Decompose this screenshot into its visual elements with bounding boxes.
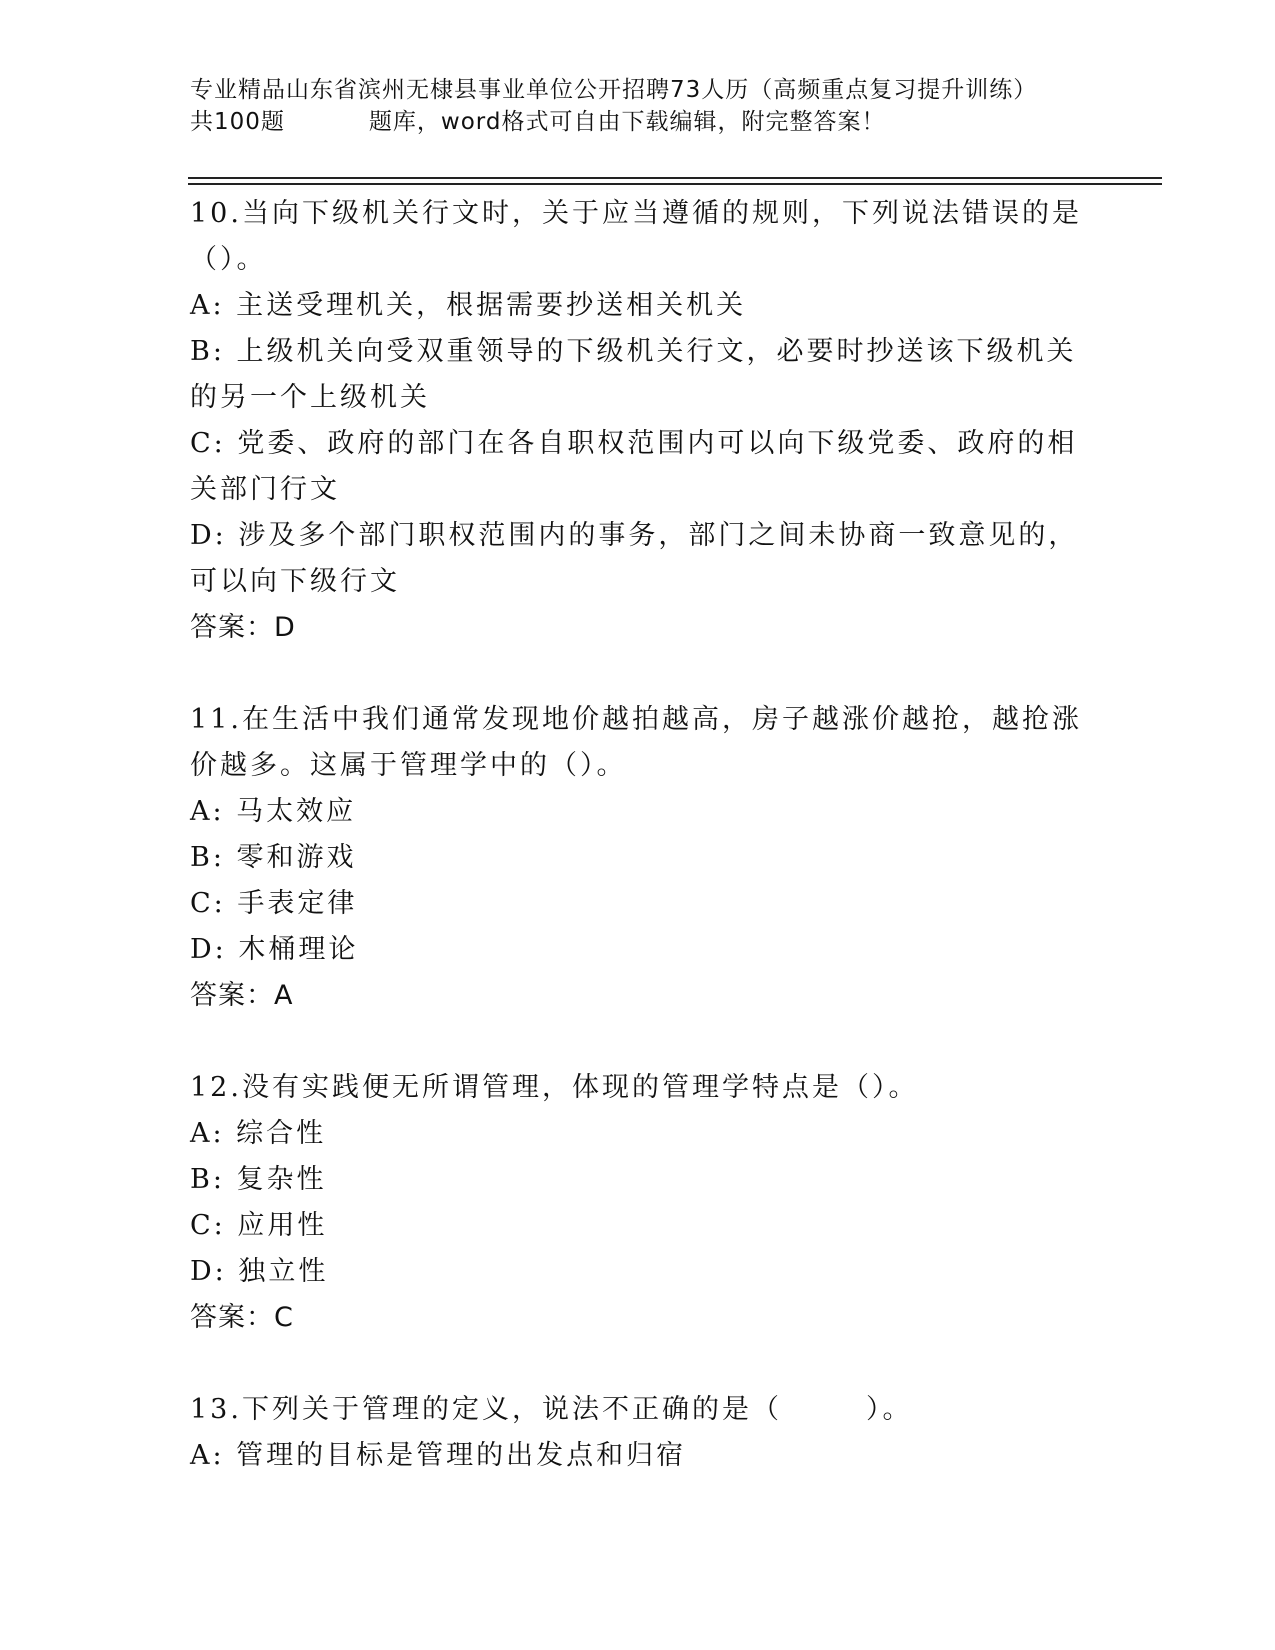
question-stem-start: 13.下列关于管理的定义，说法不正确的是（	[190, 1394, 782, 1425]
answer: 答案：C	[190, 1302, 294, 1333]
option-a: A: 马太效应	[190, 796, 357, 827]
option-c: C: 党委、政府的部门在各自职权范围内可以向下级党委、政府的相关部门行文	[190, 428, 1078, 505]
option-d: D: 独立性	[190, 1256, 329, 1287]
question-13	[190, 1387, 1090, 1479]
header-rule-bottom	[188, 183, 1162, 185]
question-stem-end: ）。	[865, 1394, 913, 1425]
question-12	[190, 1065, 1090, 1341]
option-d: D: 木桶理论	[190, 934, 359, 965]
option-b: B: 复杂性	[190, 1164, 327, 1195]
option-c: C: 应用性	[190, 1210, 328, 1241]
question-stem: 12.没有实践便无所谓管理，体现的管理学特点是（）。	[190, 1072, 919, 1103]
option-b: B: 零和游戏	[190, 842, 357, 873]
question-10	[190, 191, 1090, 651]
header-rule-top	[188, 177, 1162, 179]
answer: 答案：A	[190, 980, 294, 1011]
option-a: A: 管理的目标是管理的出发点和归宿	[190, 1440, 687, 1471]
question-list	[190, 191, 1090, 1525]
option-c: C: 手表定律	[190, 888, 358, 919]
option-b: B: 上级机关向受双重领导的下级机关行文，必要时抄送该下级机关的另一个上级机关	[190, 336, 1077, 413]
header-count: 共100题	[190, 109, 285, 135]
question-stem: 11.在生活中我们通常发现地价越拍越高，房子越涨价越抢，越抢涨价越多。这属于管理学中的（）。	[190, 704, 1082, 781]
question-stem: 10.当向下级机关行文时，关于应当遵循的规则，下列说法错误的是（）。	[190, 198, 1082, 275]
document-header	[190, 74, 1150, 138]
question-11	[190, 697, 1090, 1019]
question-stem	[190, 1387, 1090, 1433]
header-note: 题库，word格式可自由下载编辑，附完整答案！	[368, 109, 886, 135]
option-d: D: 涉及多个部门职权范围内的事务，部门之间未协商一致意见的，可以向下级行文	[190, 520, 1079, 597]
header-subtitle	[190, 106, 1150, 138]
answer: 答案：D	[190, 612, 296, 643]
header-title: 专业精品山东省滨州无棣县事业单位公开招聘73人历（高频重点复习提升训练）	[190, 77, 1038, 103]
option-a: A: 综合性	[190, 1118, 327, 1149]
option-a: A: 主送受理机关，根据需要抄送相关机关	[190, 290, 747, 321]
